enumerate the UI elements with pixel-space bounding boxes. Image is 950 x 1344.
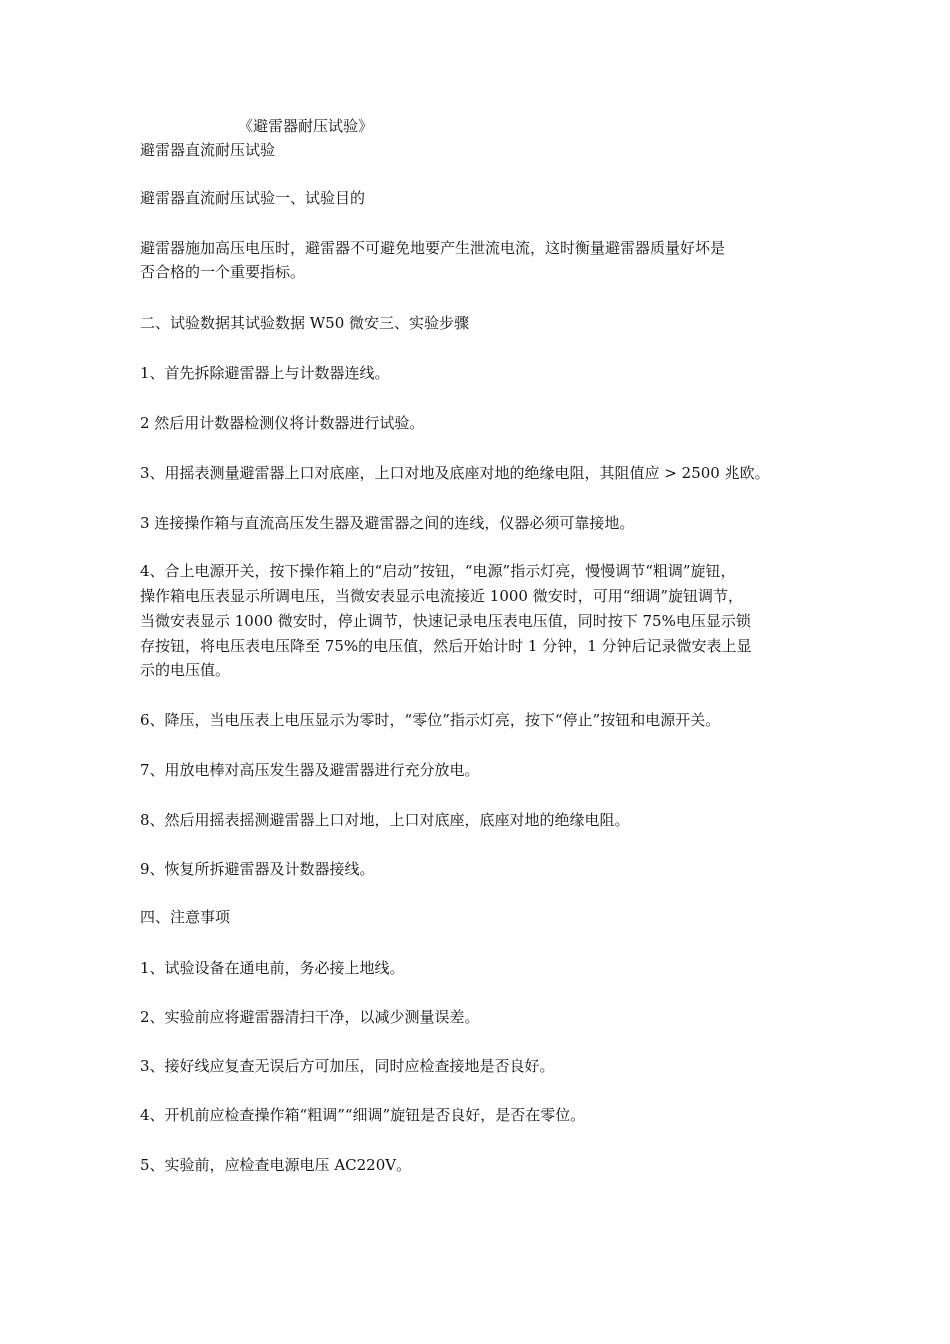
note-2: 2、实验前应将避雷器清扫干净，以减少测量误差。	[140, 1008, 480, 1026]
step-4-line-5: 示的电压值。	[140, 661, 231, 679]
purpose-line-1: 避雷器施加高压电压时，避雷器不可避免地要产生泄流电流，这时衡量避雷器质量好坏是	[140, 239, 726, 257]
step-4-line-4: 存按钮，将电压表电压降至 75%的电压值，然后开始计时 1 分钟，1 分钟后记录微安表上显	[140, 637, 752, 655]
document-title: 《避雷器耐压试验》	[238, 117, 374, 135]
step-4-line-2: 操作箱电压表显示所调电压，当微安表显示电流接近 1000 微安时，可用“细调”旋钮调节，	[140, 587, 744, 605]
step-3b: 3 连接操作箱与直流高压发生器及避雷器之间的连线，仪器必须可靠接地。	[140, 514, 635, 532]
step-4-line-3: 当微安表显示 1000 微安时，停止调节，快速记录电压表电压值，同时按下 75%电压显示锁	[140, 612, 751, 630]
step-9: 9、恢复所拆避雷器及计数器接线。	[140, 860, 375, 878]
step-7: 7、用放电棒对高压发生器及避雷器进行充分放电。	[140, 761, 480, 779]
section-heading-purpose: 避雷器直流耐压试验一、试验目的	[140, 189, 366, 207]
step-1: 1、首先拆除避雷器上与计数器连线。	[140, 364, 390, 382]
section-heading-data-steps: 二、试验数据其试验数据 W50 微安三、实验步骤	[140, 314, 470, 332]
note-1: 1、试验设备在通电前，务必接上地线。	[140, 959, 405, 977]
step-4-line-1: 4、合上电源开关，按下操作箱上的“启动”按钮，“电源”指示灯亮，慢慢调节“粗调”旋钮，	[140, 562, 736, 580]
step-6: 6、降压，当电压表上电压显示为零时，“零位”指示灯亮，按下“停止”按钮和电源开关。	[140, 711, 721, 729]
step-3: 3、用摇表测量避雷器上口对底座，上口对地及底座对地的绝缘电阻，其阻值应 > 2500 兆欧。	[140, 464, 770, 482]
step-8: 8、然后用摇表摇测避雷器上口对地，上口对底座，底座对地的绝缘电阻。	[140, 811, 630, 829]
document-subtitle: 避雷器直流耐压试验	[140, 141, 276, 159]
note-4: 4、开机前应检查操作箱“粗调”“细调”旋钮是否良好，是否在零位。	[140, 1106, 586, 1124]
step-2: 2 然后用计数器检测仪将计数器进行试验。	[140, 414, 425, 432]
note-5: 5、实验前，应检查电源电压 AC220V。	[140, 1156, 412, 1174]
purpose-line-2: 否合格的一个重要指标。	[140, 263, 306, 281]
section-heading-notes: 四、注意事项	[140, 908, 231, 926]
note-3: 3、接好线应复查无误后方可加压，同时应检查接地是否良好。	[140, 1057, 555, 1075]
